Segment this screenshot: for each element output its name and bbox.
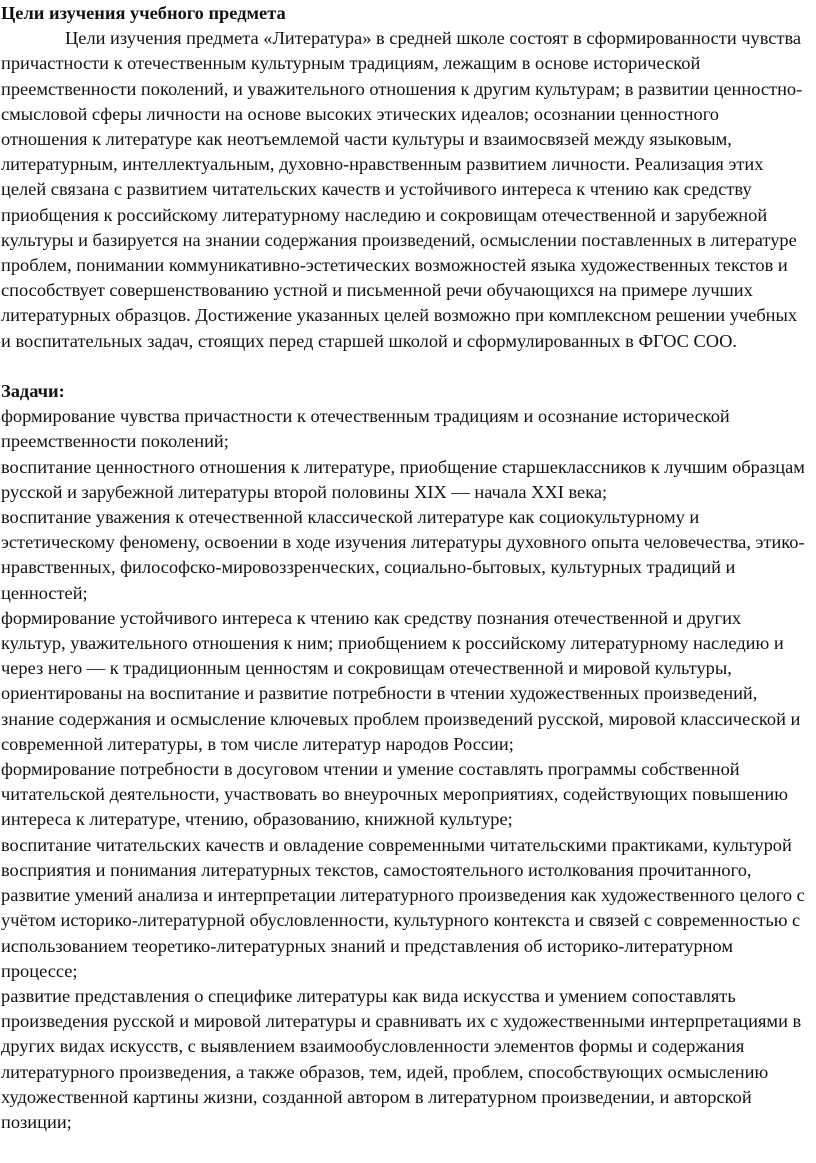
task-item-2: воспитание ценностного отношения к литературе, приобщение старшеклассников к лучшим образцам русской и зарубежной литературы второй половины XIX — начала XXI века;	[1, 456, 805, 502]
task-item-4: формирование устойчивого интереса к чтению как средству познания отечественной и других культур, уважительного отношения к ним; приобщением к российскому литературному наследию и через него — к традиционным ценностям и сокровищам отечественной и мировой культуры, ориентированы на воспитание и развитие потребности в чтении художественных произведений, знание содержания и осмысление ключевых проблем произведений русской, мировой классической и современной литературы, в том числе литератур народов России;	[1, 607, 801, 754]
intro-paragraph: Цели изучения предмета «Литература» в средней школе состоят в сформированности чувства причастности к отечественным культурным традициям, лежащим в основе исторической преемственности поколений, и уважительного отношения к другим культурам; в развитии ценностно-смысловой сферы личности на основе высоких этических идеалов; осознании ценностного отношения к литературе как неотъемлемой части культуры и взаимосвязей между языковым, литературным, интеллектуальным, духовно-нравственным развитием личности. Реализация этих целей связана с развитием читательских качеств и устойчивого интереса к чтению как средству приобщения к российскому литературному наследию и сокровищам отечественной и зарубежной культуры и базируется на знании содержания произведений, осмыслении поставленных в литературе проблем, понимании коммуникативно-эстетических возможностей языка художественных текстов и способствует совершенствованию устной и письменной речи обучающихся на примере лучших литературных образцов. Достижение указанных целей возможно при комплексном решении учебных и воспитательных задач, стоящих перед старшей школой и сформулированных в ФГОС СОО.	[1, 28, 803, 351]
task-item-6: воспитание читательских качеств и овладение современными читательскими практиками, культурой восприятия и понимания литературных текстов, самостоятельного истолкования прочитанного, развитие умений анализа и интерпретации литературного произведения как художественного целого с учётом историко-литературной обусловленности, культурного контекста и связей с современностью с использованием теоретико-литературных знаний и представления об историко-литературном процессе;	[1, 834, 805, 981]
task-item-7: развитие представления о специфике литературы как вида искусства и умением сопоставлять произведения русской и мировой литературы и сравнивать их с художественными интерпретациями в других видах искусств, с выявлением взаимообусловленности элементов формы и содержания литературного произведения, а также образов, тем, идей, проблем, способствующих осмыслению художественной картины жизни, созданной автором в литературном произведении, и авторской позиции;	[1, 985, 802, 1132]
task-item-5: формирование потребности в досуговом чтении и умение составлять программы собственной читательской деятельности, участвовать во внеурочных мероприятиях, содействующих повышению интереса к литературе, чтению, образованию, книжной культуре;	[1, 759, 788, 830]
task-item-1: формирование чувства причастности к отечественным традициям и осознание исторической преемственности поколений;	[1, 406, 730, 452]
tasks-heading: Задачи:	[1, 381, 65, 402]
paragraph-spacer	[1, 354, 808, 379]
task-item-3: воспитание уважения к отечественной классической литературе как социокультурному и эстетическому феномену, освоении в ходе изучения литературы духовного опыта человечества, этико-нравственных, философско-мировоззренческих, социально-бытовых, культурных традиций и ценностей;	[1, 507, 805, 603]
section-heading: Цели изучения учебного предмета	[1, 3, 286, 23]
